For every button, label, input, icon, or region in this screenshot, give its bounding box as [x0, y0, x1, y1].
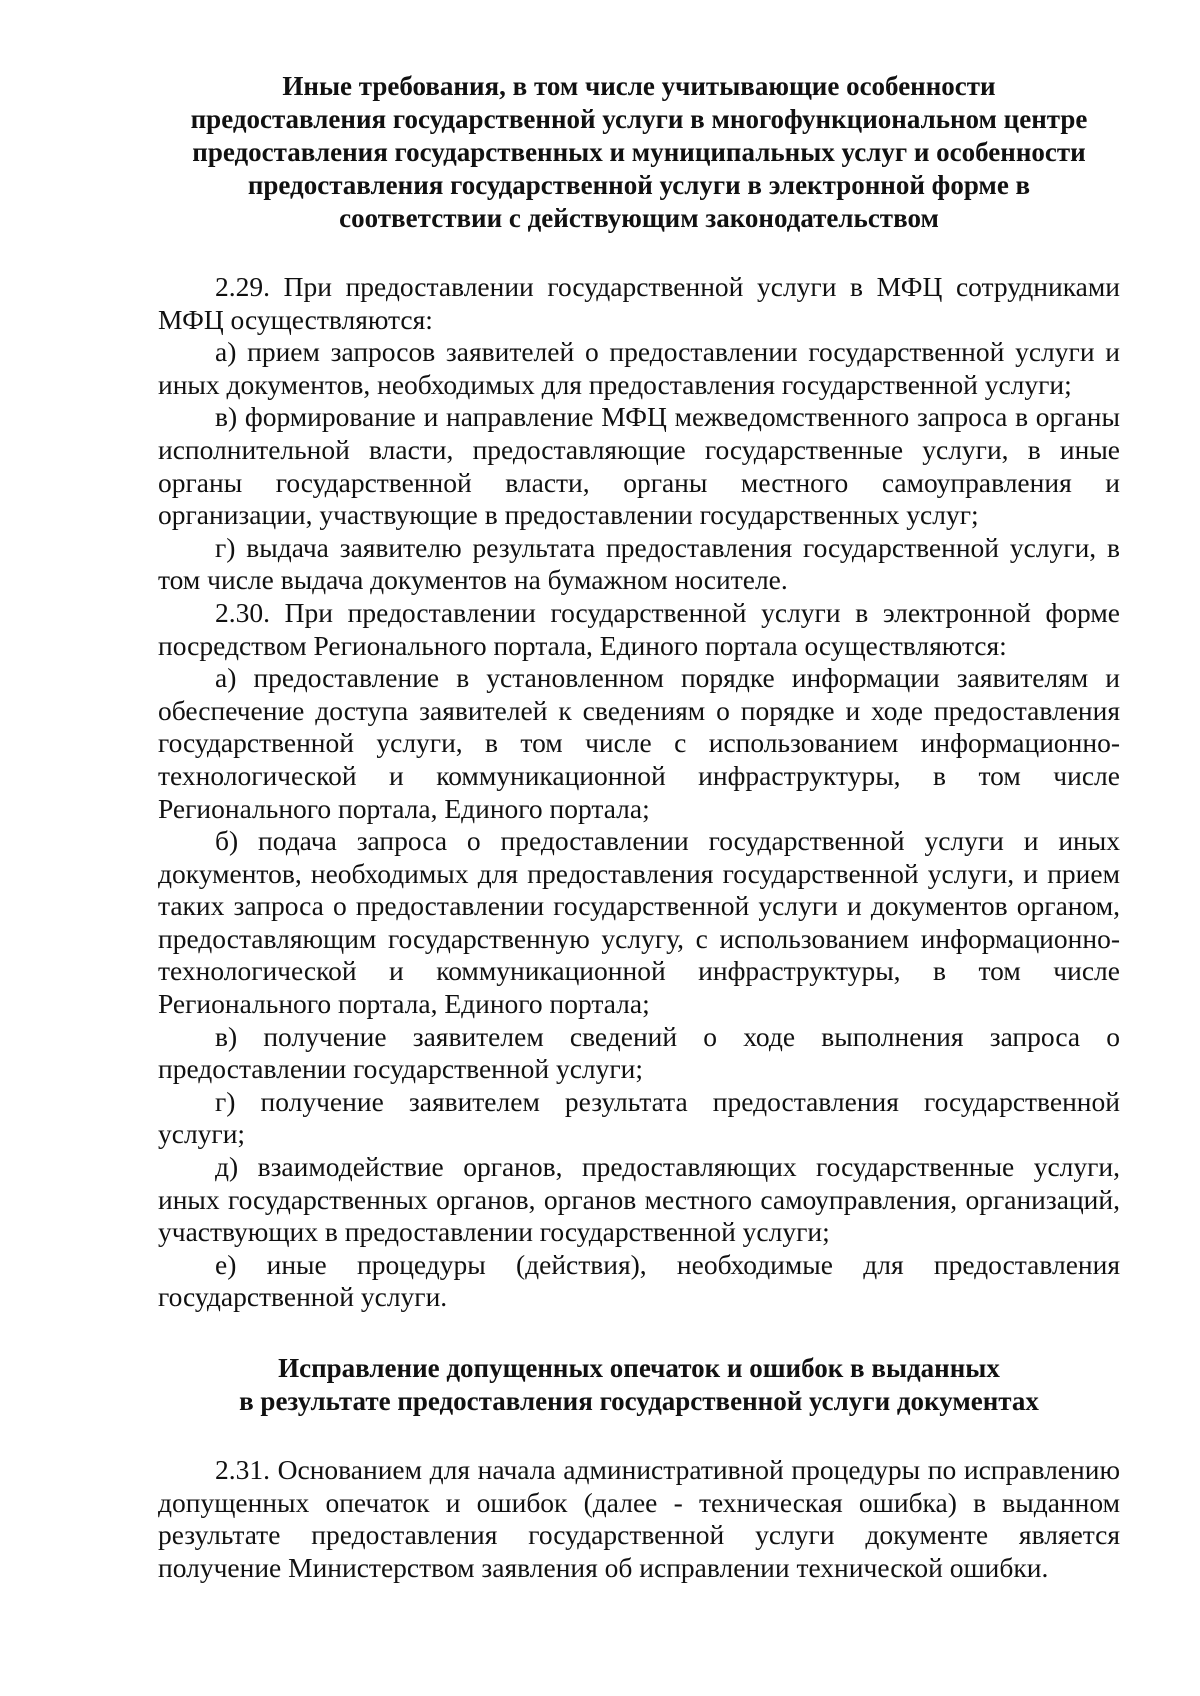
section-heading-error-correction — [158, 1352, 1120, 1418]
document-body — [158, 70, 1120, 1584]
paragraph-2-30-g: г) получение заявителем результата предоставления государственной услуги; — [158, 1085, 1120, 1150]
heading-line: соответствии с действующим законодательством — [339, 203, 939, 233]
paragraph-2-29-a: а) прием запросов заявителей о предоставлении государственной услуги и иных документов, необходимых для предоставления государственной услуги; — [158, 336, 1120, 400]
heading-line: предоставления государственных и муниципальных услуг и особенности — [192, 137, 1086, 167]
heading-line: предоставления государственной услуги в многофункциональном центре — [190, 104, 1088, 134]
paragraph-2-30-b: б) подача запроса о предоставлении государственной услуги и иных документов, необходимых для предоставления государственной услуги, и прием таких запроса о предоставлении государственной услуги и документов органом, предоставляющим государственную услугу, с использованием информационно-технологической и коммуникационной инфраструктуры, в том числе Регионального портала, Единого портала; — [158, 825, 1120, 1020]
paragraph-2-30-e: е) иные процедуры (действия), необходимые для предоставления государственной услуги. — [158, 1248, 1120, 1313]
paragraph-2-30-v: в) получение заявителем сведений о ходе выполнения запроса о предоставлении государственной услуги; — [158, 1020, 1120, 1085]
section-heading-mfc-requirements — [158, 70, 1120, 235]
paragraph-2-29: 2.29. При предоставлении государственной услуги в МФЦ сотрудниками МФЦ осуществляются: — [158, 271, 1120, 335]
paragraph-2-30: 2.30. При предоставлении государственной услуги в электронной форме посредством Регионального портала, Единого портала осуществляются: — [158, 596, 1120, 661]
heading-line: в результате предоставления государственной услуги документах — [239, 1386, 1039, 1416]
paragraph-2-30-d: д) взаимодействие органов, предоставляющих государственные услуги, иных государственных органов, органов местного самоуправления, организаций, участвующих в предоставлении государственной услуги; — [158, 1151, 1120, 1248]
heading-line: предоставления государственной услуги в электронной форме в — [247, 170, 1031, 200]
paragraph-2-31: 2.31. Основанием для начала административной процедуры по исправлению допущенных опечаток и ошибок (далее - техническая ошибка) в выданном результате предоставления государственной услуги документе является получение Министерством заявления об исправлении технической ошибки. — [158, 1454, 1120, 1583]
heading-line: Исправление допущенных опечаток и ошибок в выданных — [278, 1353, 1000, 1383]
paragraph-2-30-a: а) предоставление в установленном порядке информации заявителям и обеспечение доступа заявителей к сведениям о порядке и ходе предоставления государственной услуги, в том числе с использованием информационно-технологической и коммуникационной инфраструктуры, в том числе Регионального портала, Единого портала; — [158, 662, 1120, 824]
paragraph-2-29-g: г) выдача заявителю результата предоставления государственной услуги, в том числе выдача документов на бумажном носителе. — [158, 531, 1120, 596]
heading-line: Иные требования, в том числе учитывающие особенности — [282, 71, 996, 101]
paragraph-2-29-v: в) формирование и направление МФЦ межведомственного запроса в органы исполнительной власти, предоставляющие государственные услуги, в иные органы государственной власти, органы местного самоуправления и организации, участвующие в предоставлении государственных услуг; — [158, 401, 1120, 531]
